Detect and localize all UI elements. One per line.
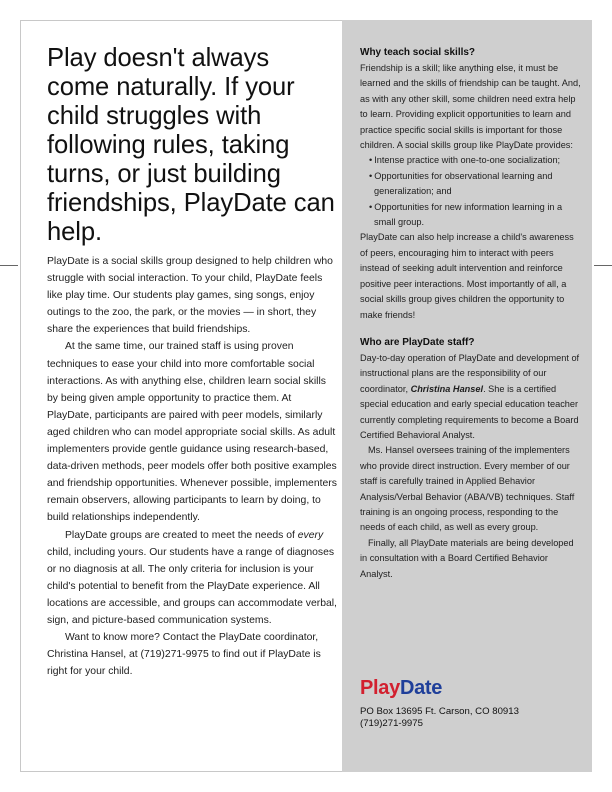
contact-block [360, 706, 519, 729]
groups-paragraph [47, 527, 337, 630]
coordinator-name: Christina Hansel [410, 383, 484, 394]
page-headline: Play doesn't always come naturally. If your child struggles with following rules, taking turns, or just building friendships, PlayDate can help. [47, 44, 335, 246]
logo-date: Date [399, 677, 443, 699]
list-item: • Opportunities for new information learning in a small group. [368, 200, 582, 231]
awareness-paragraph: PlayDate can also help increase a child's awareness of peers, encouraging him to interact with peers instead of seeking adult intervention and reinforce positive peer interactions. Most importantly of all, a social skills group gives children the opportunity to make friends! [360, 232, 574, 320]
intro-paragraph: PlayDate is a social skills group designed to help children who struggle with social interaction. To your child, PlayDate feels like play time. Our students play games, sing songs, enjoy outings to the zoo, the park, or the movies — in short, they share the experiences that build friendships. [47, 256, 333, 336]
crop-mark-left [0, 265, 18, 266]
mailing-address: PO Box 13695 Ft. Carson, CO 80913 [360, 706, 519, 717]
main-column [47, 44, 337, 680]
sidebar-column [360, 46, 582, 582]
contact-paragraph: Want to know more? Contact the PlayDate coordinator, Christina Hansel, at (719)271-9975 to find out if PlayDate is right for your child. [47, 632, 321, 678]
list-item: • Opportunities for observational learning and generalization; and [368, 169, 582, 200]
why-paragraph: Friendship is a skill; like anything else, it must be learned and the skills of friendship can be taught. And, as with any other skill, some children need extra help to learn. Providing explicit opportunities to learn and practice specific social skills is important for those children. A social skills group like PlayDate provides: [360, 63, 581, 151]
list-item: • Intense practice with one-to-one socialization; [368, 153, 582, 168]
techniques-paragraph: At the same time, our trained staff is using proven techniques to ease your child into more comfortable social interactions. As with anything else, children learn social skills by being given ample opportunity to practice them. At PlayDate, participants are paired with peer models, similarly aged children who can model appropriate social skills. As adult implementers provide gentle guidance using research-based, data-driven methods, peer models offer both positive examples and friendship opportunities. Whenever possible, implementers remain observers, allowing participants to learn by doing, to build relationships independently. [47, 341, 337, 524]
why-heading: Why teach social skills? [360, 47, 476, 58]
staff-paragraph [360, 351, 582, 443]
training-paragraph: Ms. Hansel oversees training of the implementers who provide direct instruction. Every member of our staff is carefully trained in Applied Behavior Analysis/Verbal Behavior (ABA/VB) techniques. Staff training is an ongoing process, responding to the needs of each child, as well as every group. [360, 445, 575, 533]
groups-text-start: PlayDate groups are created to meet the needs of [65, 529, 298, 541]
materials-paragraph: Finally, all PlayDate materials are being developed in consultation with a Board Certified Behavior Analyst. [360, 537, 574, 579]
phone-number: (719)271-9975 [360, 717, 423, 729]
staff-text-start: Day-to-day operation of PlayDate and development of instructional plans are the responsibility of our coordinator, [360, 352, 580, 394]
staff-heading: Who are PlayDate staff? [360, 336, 475, 348]
staff-text-end: . She is a certified special education and early special education teacher currently completing requirements to become a Board Certified Behavioral Analyst. [360, 383, 579, 440]
groups-emphasis: every [297, 529, 324, 541]
groups-text-end: child, including yours. Our students have a range of diagnoses or no diagnosis at all. The only criteria for inclusion is your child's potential to benefit from the PlayDate experience. All locations are accessible, and groups can accommodate verbal, sign, and picture-based communication systems. [47, 546, 337, 626]
crop-mark-right [594, 265, 612, 266]
playdate-logo [360, 676, 442, 700]
benefits-list [360, 153, 582, 230]
logo-play: Play [360, 677, 400, 699]
